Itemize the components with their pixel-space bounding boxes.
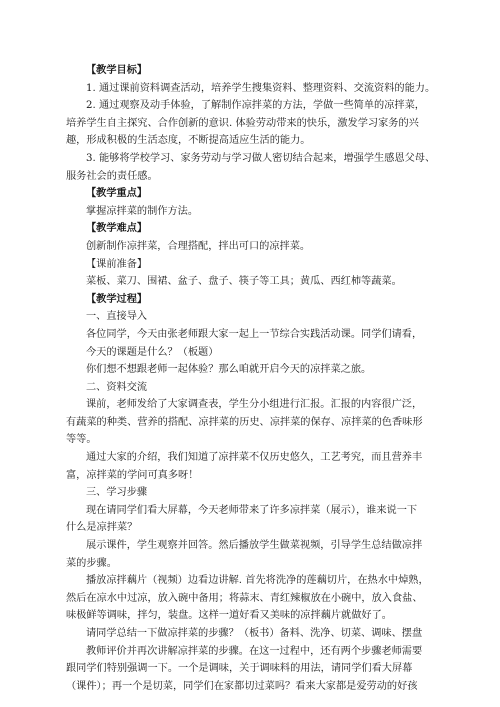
paragraph-line: （课件）；再一个是切菜，同学们在家都切过菜吗？看来大家都是爱劳动的好孩 bbox=[66, 680, 418, 692]
section-heading-key-points: 【教学重点】 bbox=[86, 187, 148, 200]
paragraph-line: 现在请同学们看大屏幕，今天老师带来了许多凉拌菜（展示），谁来说一下 bbox=[86, 504, 418, 516]
paragraph-line: 等等。 bbox=[66, 434, 97, 446]
paragraph-line: 味极鲜等调味，拌匀，装盘。这样一道好看又美味的凉拌藕片就做好了。 bbox=[66, 610, 392, 622]
section-heading-preparation: 【课前准备】 bbox=[86, 258, 148, 270]
paragraph-line: 展示课件，学生观察并回答。然后播放学生做菜视频，引导学生总结做凉拌 bbox=[86, 540, 423, 552]
paragraph-line: 3. 能够将学校学习、家务劳动与学习做人密切结合起来，增强学生感恩父母、 bbox=[86, 152, 436, 164]
paragraph-line: 掌握凉拌菜的制作方法。 bbox=[86, 205, 199, 217]
section-heading-process: 【教学过程】 bbox=[86, 292, 148, 305]
paragraph-line: 请同学总结一下做凉拌菜的步骤？（板书）备料、洗净、切菜、调味、摆盘 bbox=[86, 628, 423, 639]
paragraph-line: 1. 通过课前资料调查活动，培养学生搜集资料、整理资料、交流资料的能力。 bbox=[86, 82, 436, 94]
paragraph-line: 跟同学们特别强调一下。一个是调味，关于调味料的用法，请同学们看大屏幕 bbox=[66, 663, 413, 675]
paragraph-line: 服务社会的责任感。 bbox=[66, 170, 158, 182]
paragraph-line: 教师评价并再次讲解凉拌菜的步骤。在这一过程中，还有两个步骤老师需要 bbox=[86, 645, 423, 657]
paragraph-line: 什么是凉拌菜？ bbox=[66, 522, 138, 534]
subsection-heading: 二、资料交流 bbox=[86, 381, 148, 393]
paragraph-line: 菜板、菜刀、围裙、盆子、盘子、筷子等工具；黄瓜、西红柿等蔬菜。 bbox=[86, 276, 402, 288]
paragraph-line: 创新制作凉拌菜，合理搭配，拌出可口的凉拌菜。 bbox=[86, 240, 311, 252]
paragraph-line: 菜的步骤。 bbox=[66, 557, 117, 569]
subsection-heading: 一、直接导入 bbox=[86, 311, 148, 323]
paragraph-line: 今天的课题是什么？（板题） bbox=[86, 346, 219, 358]
paragraph-line: 播放凉拌藕片（视频）边看边讲解. 首先将洗净的莲藕切片，在热水中焯熟， bbox=[86, 575, 429, 587]
paragraph-line: 各位同学，今天由张老师跟大家一起上一节综合实践活动课。同学们请看， bbox=[86, 328, 423, 340]
paragraph-line: 2. 通过观察及动手体验，了解制作凉拌菜的方法，学做一些简单的凉拌菜， bbox=[86, 100, 425, 112]
paragraph-line: 富，凉拌菜的学问可真多呀！ bbox=[66, 469, 199, 481]
paragraph-line: 趣，形成积极的生活态度，不断提高适应生活的能力。 bbox=[66, 135, 311, 147]
paragraph-line: 通过大家的介绍，我们知道了凉拌菜不仅历史悠久，工艺考究，而且营养丰 bbox=[86, 452, 423, 464]
section-heading-objectives: 【教学目标】 bbox=[86, 64, 148, 76]
section-heading-difficulties: 【教学难点】 bbox=[86, 222, 148, 235]
subsection-heading: 三、学习步骤 bbox=[86, 487, 148, 499]
paragraph-line: 培养学生自主探究、合作创新的意识. 体验劳动带来的快乐，激发学习家务的兴 bbox=[66, 117, 419, 129]
paragraph-line: 你们想不想跟老师一起体验？那么咱就开启今天的凉拌菜之旅。 bbox=[86, 364, 372, 376]
paragraph-line: 课前，老师发给了大家调查表，学生分小组进行汇报。汇报的内容很广泛， bbox=[86, 399, 423, 411]
paragraph-line: 有蔬菜的种类、营养的搭配、凉拌菜的历史、凉拌菜的保存、凉拌菜的色香味形 bbox=[66, 416, 423, 428]
paragraph-line: 然后在凉水中过凉，放入碗中备用；将蒜末、青红辣椒放在小碗中，放入食盐、 bbox=[66, 592, 423, 604]
